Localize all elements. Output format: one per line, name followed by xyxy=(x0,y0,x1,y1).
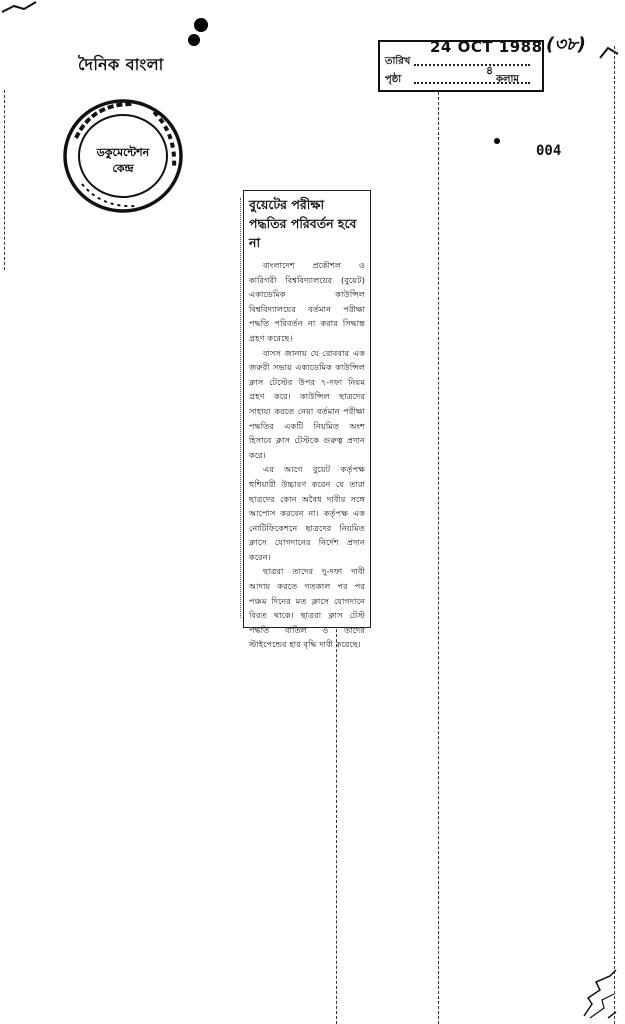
guide-line-far-right xyxy=(614,46,615,1024)
stamp-date-line xyxy=(414,64,530,66)
corner-scribble xyxy=(580,968,620,1020)
stamp-date-label: তারিখ xyxy=(385,56,411,67)
clipping-cut-edge xyxy=(240,198,241,618)
corner-mark-scribble xyxy=(0,0,40,14)
article-paragraph: বাংলাদেশ প্রকৌশল ও কারিগরী বিশ্ববিদ্যালয়ের (বুয়েট) একাডেমিক কাউন্সিল বিশ্ববিদ্যালয়ের বর্তমান পরীক্ষা পদ্ধতি পরিবর্তন না করার সিদ্ধান্ত গ্রহণ করেছে। xyxy=(249,260,365,343)
stamp-page-label: পৃষ্ঠা xyxy=(385,74,402,85)
newspaper-name: দৈনিক বাংলা xyxy=(78,55,164,74)
seal-center-line2: কেন্দ্র xyxy=(112,162,134,175)
handwritten-note: (৩৮) xyxy=(546,34,586,55)
article-paragraph: এর আগে বুয়েট কর্তৃপক্ষ হুশিয়ারী উচ্চারণ করেন যে তারা ছাত্রদের কোন অবৈধ দাবীর সঙ্গে আপোস করবেন না। কর্তৃপক্ষ এক নোটিফিকেশনে ছাত্রদের নিয়মিত ক্লাসে যোগদানের নির্দেশ প্রদান করেন। xyxy=(249,464,365,562)
stamp-page-value: ৪ xyxy=(486,64,494,77)
seal-center-line1: ডকুমেন্টেশন xyxy=(96,146,150,159)
documentation-center-seal xyxy=(62,98,184,214)
guide-line-margin xyxy=(4,90,5,270)
punch-dot-2 xyxy=(188,34,200,46)
news-clipping xyxy=(243,190,371,650)
punch-dot-1 xyxy=(194,18,208,32)
article-paragraph: ছাত্ররা তাদের দু-দফা দাবী আদায় করতে গতকাল পর পর পঞ্চম দিনের মত ক্লাসে যোগদানে বিরত থাকে। ছাত্ররা ক্লাস টেস্ট পদ্ধতি বাতিল ও তাদের স্টাইপেন্ডের হার বৃদ্ধি দাবী করেছে। xyxy=(249,566,365,650)
guide-line-left xyxy=(336,614,337,1024)
article-paragraph: বাসস জানায় যে রোববার এক জরুরী সভায় একাডেমিক কাউন্সিল ক্লাস টেস্টের উপর ৭-দফা নিয়ম গ্রহণ করে। কাউন্সিল ছাত্রদের সাহায্য করতে নেয়া বর্তমান পরীক্ষা পদ্ধতির একটি নিয়মিত অংশ হিসাবে ক্লাস টেস্টকে গুরুত্ব প্রদান করে। xyxy=(249,347,365,460)
ink-dot xyxy=(494,138,500,144)
sheet-number: 004 xyxy=(536,143,562,159)
article-headline: বুয়েটের পরীক্ষা পদ্ধতির পরিবর্তন হবে না xyxy=(249,197,357,250)
guide-line-right xyxy=(438,92,439,1024)
handwritten-tick xyxy=(598,44,622,68)
stamp-date: 24 OCT 1988 xyxy=(430,38,543,56)
stamp-column-label: কলাম xyxy=(496,74,519,85)
